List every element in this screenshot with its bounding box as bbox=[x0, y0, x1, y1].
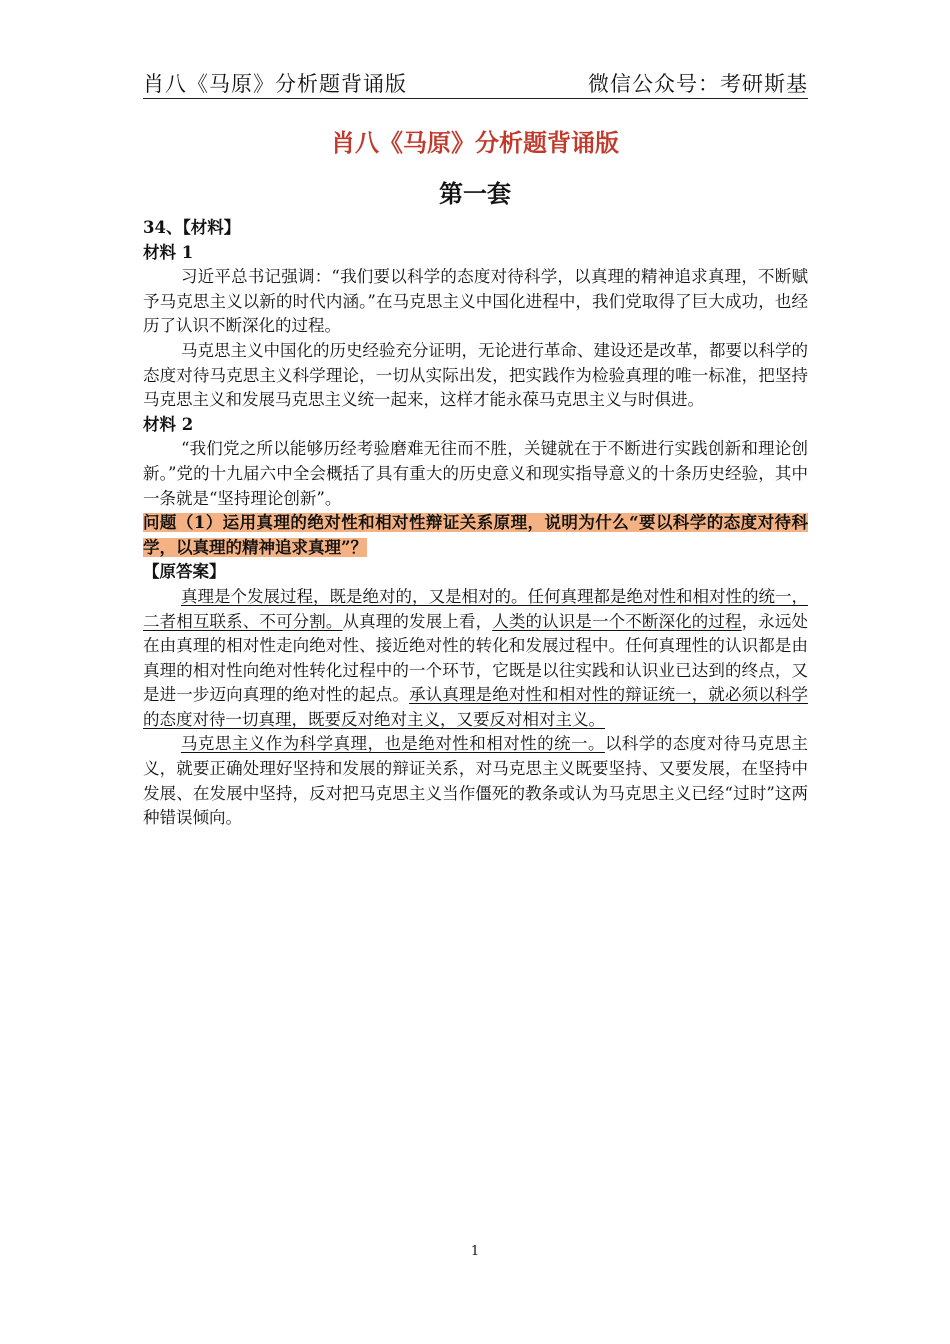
page-header bbox=[143, 68, 808, 99]
material-1-paragraph-2: 马克思主义中国化的历史经验充分证明，无论进行革命、建设还是改革，都要以科学的态度对待马克思主义科学理论，一切从实际出发，把实践作为检验真理的唯一标准，把坚持马克思主义和发展马克思主义统一起来，这样才能永葆马克思主义与时俱进。 bbox=[143, 340, 808, 410]
answer-paragraph-1 bbox=[143, 585, 808, 733]
question-text bbox=[143, 511, 808, 560]
material-2-label: 材料 2 bbox=[143, 414, 194, 434]
section-title: 第一套 bbox=[439, 179, 511, 208]
answer-underlined-sentence: 人类的认识是一个不断深化的过程 bbox=[492, 611, 742, 631]
answer-underlined-sentence: 马克思主义作为科学真理，也是绝对性和相对性的统一。 bbox=[180, 734, 605, 754]
answer-underlined-sentence: 承认真理是绝对性和相对性的辩证统一，就必须以科学的态度对待一切真理，既要反对绝对主义，又要反对相对主义。 bbox=[143, 685, 809, 729]
answer-underlined-sentence: 真理是个发展过程，既是绝对的，又是相对的。 bbox=[180, 586, 528, 606]
answer-label: 【原答案】 bbox=[143, 562, 226, 582]
material-1-paragraph-1: 习近平总书记强调：“我们要以科学的态度对待科学，以真理的精神追求真理，不断赋予马克思主义以新的时代内涵。”在马克思主义中国化进程中，我们党取得了巨大成功，也经历了认识不断深化的过程。 bbox=[143, 267, 808, 336]
answer-sentence: 以科学的态度对待马克思主义，就要正确处理好坚持和发展的辩证关系，对马克思主义既要坚持、又要发展，在坚持中发展、在发展中坚持，反对把马克思主义当作僵死的教条或认为马克思主义已经“过时”这两种错误倾向。 bbox=[143, 734, 809, 828]
answer-sentence: ，永远处在由真理的相对性走向绝对性、接近绝对性的转化和发展过程中。任何真理性的认识都是由真理的相对性向绝对性转化过程中的一个环节，它既是以往实践和认识业已达到的终点，又是进一步迈向真理的绝对性的起点。 bbox=[143, 611, 809, 705]
document-title: 肖八《马原》分析题背诵版 bbox=[331, 128, 619, 157]
material-2-paragraph-1: “我们党之所以能够历经考验磨难无往而不胜，关键就在于不断进行实践创新和理论创新。”党的十九届六中全会概括了具有重大的历史意义和现实指导意义的十条历史经验，其中一条就是“坚持理论创新”。 bbox=[143, 439, 808, 508]
header-wechat-account: 微信公众号：考研斯基 bbox=[588, 72, 808, 96]
answer-paragraph-2 bbox=[143, 732, 808, 830]
question-number-heading: 34、【材料】 bbox=[143, 218, 241, 237]
document-body bbox=[143, 216, 808, 831]
answer-underlined-sentence: 任何真理都是绝对性和相对性的统一，二者相互联系、不可分割。 bbox=[143, 586, 809, 631]
answer-sentence: 从真理的发展上看， bbox=[342, 611, 493, 631]
header-doc-title: 肖八《马原》分析题背诵版 bbox=[143, 72, 407, 96]
page-number: 1 bbox=[470, 1244, 480, 1259]
question-highlight: 问题（1）运用真理的绝对性和相对性辩证关系原理，说明为什么“要以科学的态度对待科学，以真理的精神追求真理”？ bbox=[143, 513, 808, 557]
material-1-label: 材料 1 bbox=[143, 242, 194, 262]
